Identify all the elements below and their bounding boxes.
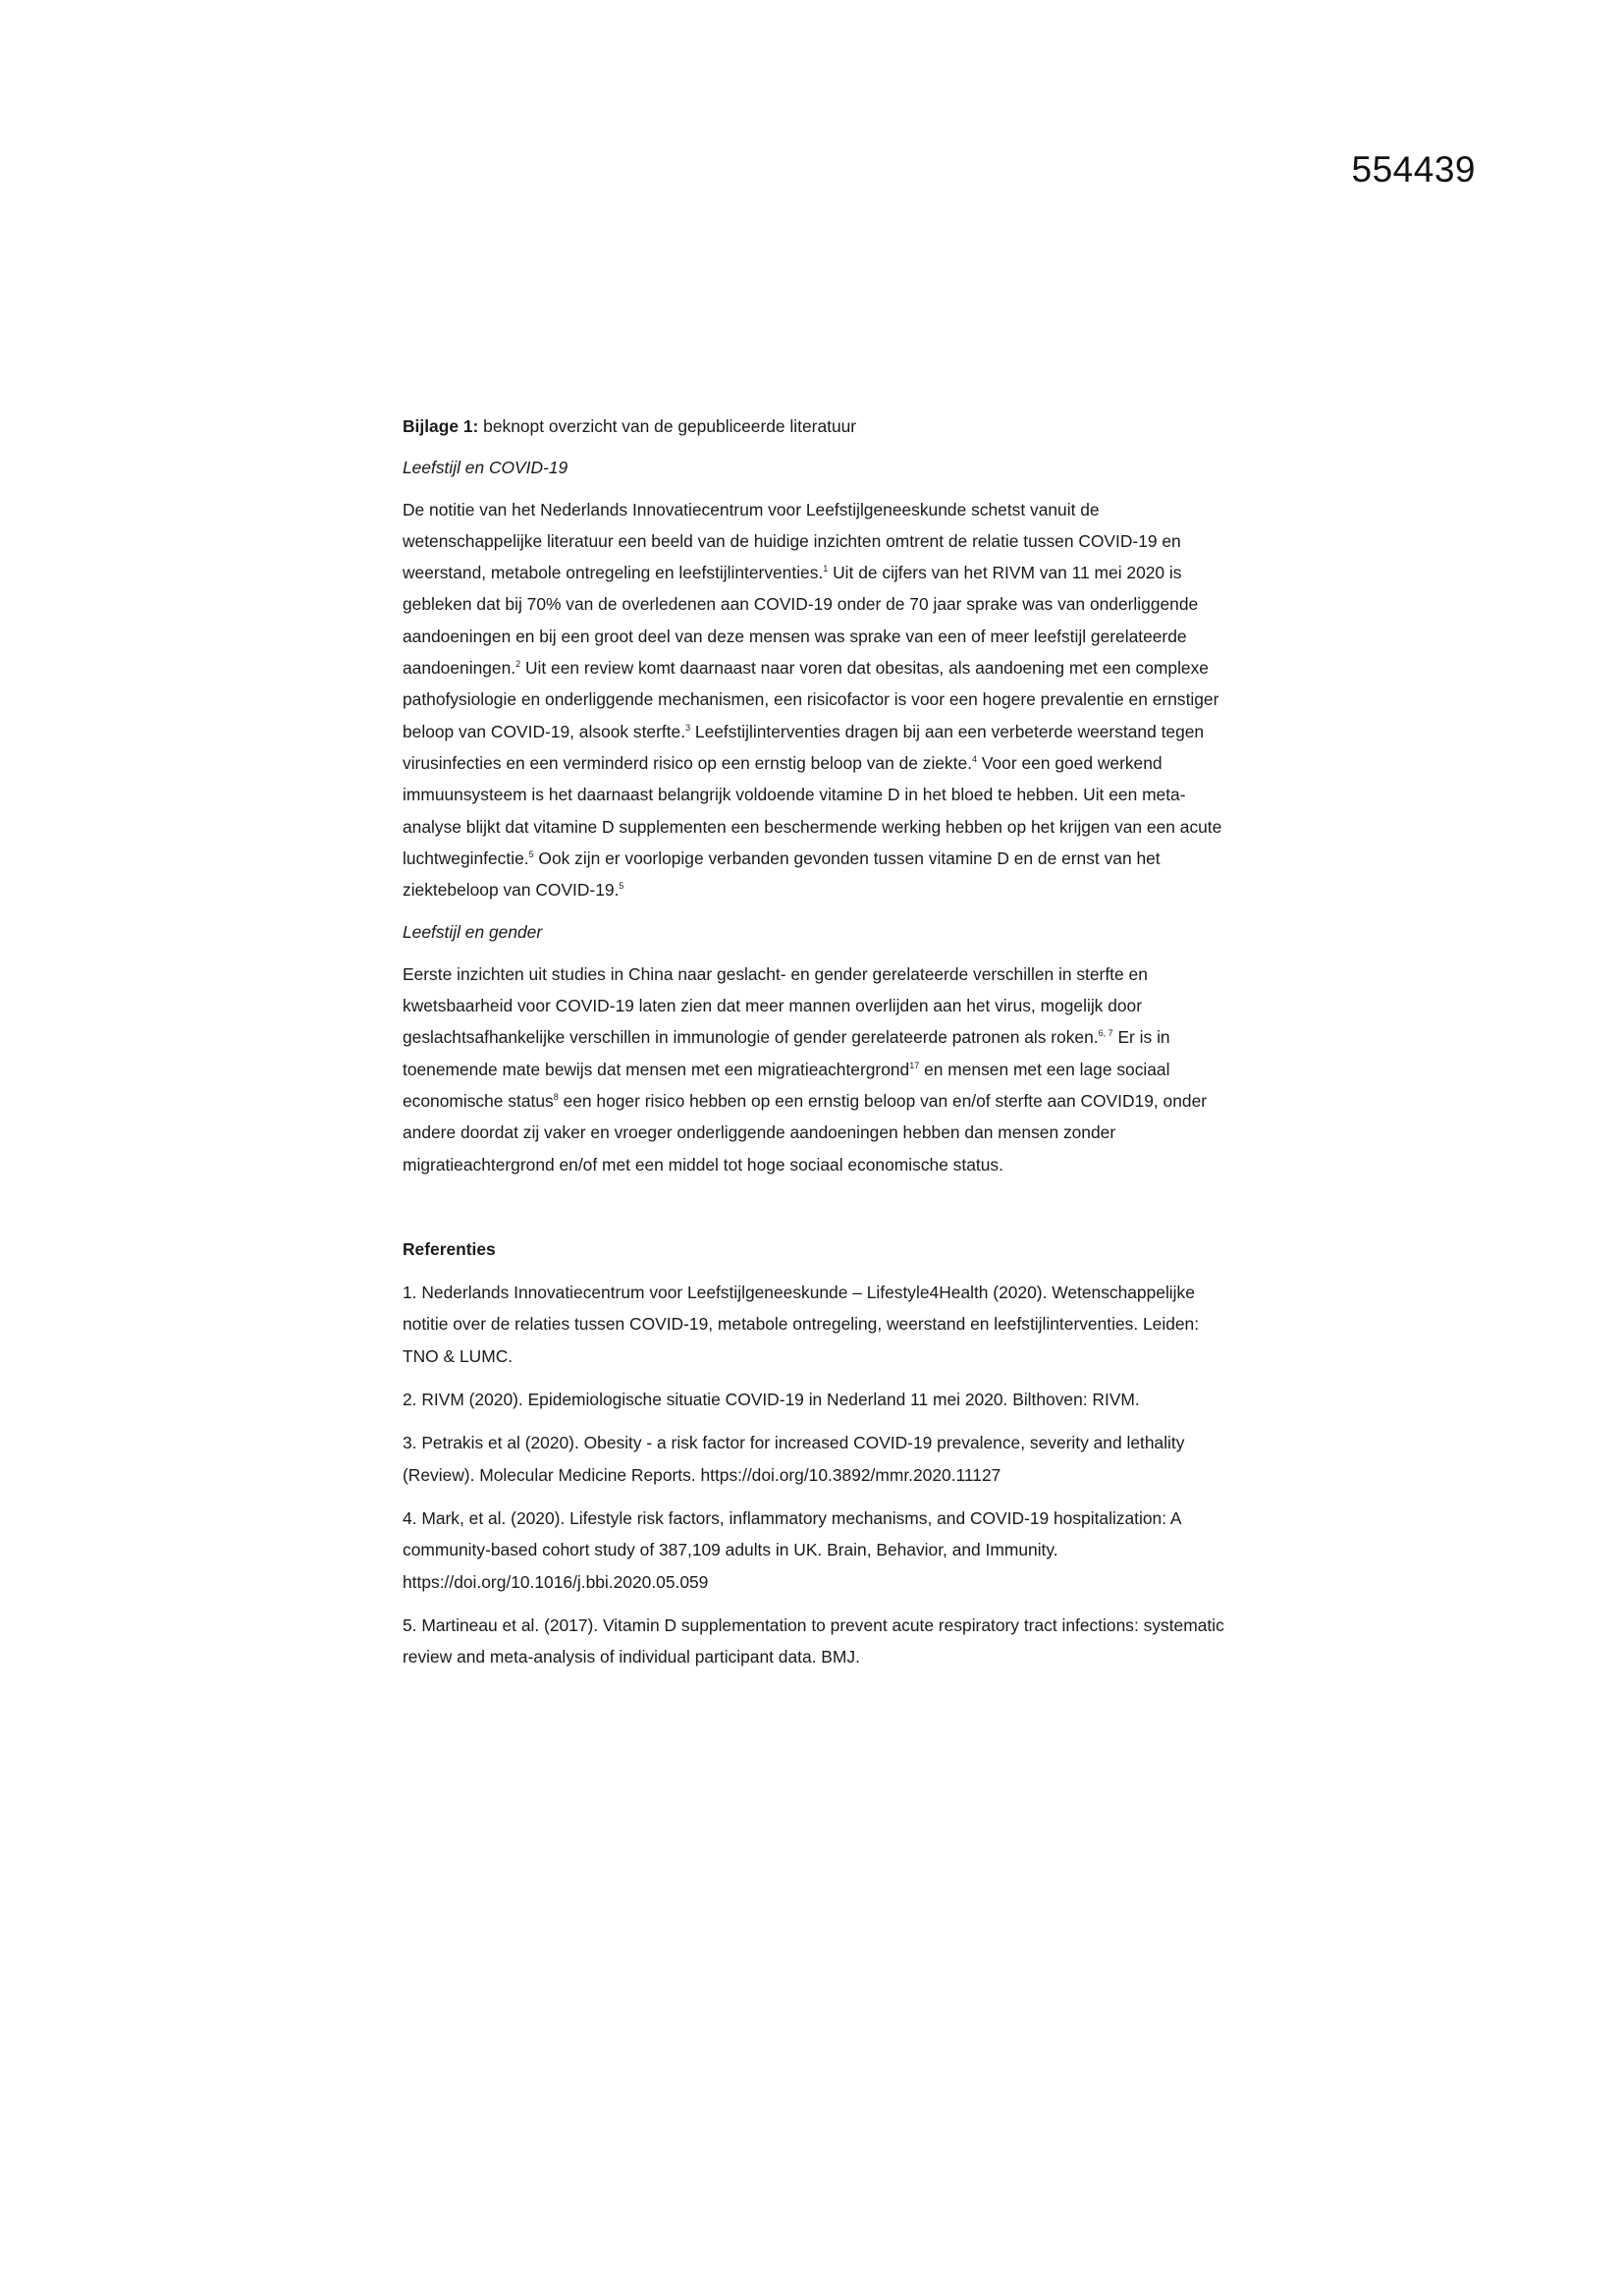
paragraph-text: Uit een review komt daarnaast naar voren dat obesitas, als aandoening met een complexe pathofysiologie en onderliggende mechanismen, een risicofactor is voor een hogere prevalentie en ernstiger beloop van COVID-19, alsook sterfte. (403, 658, 1219, 741)
footnote-marker: 1 (823, 564, 829, 574)
reference-item: 1. Nederlands Innovatiecentrum voor Leefstijlgeneeskunde – Lifestyle4Health (2020). Wetenschappelijke notitie over de relaties tussen COVID-19, metabole ontregeling, weerstand en leefstijlinterventies. Leiden: TNO & LUMC. (403, 1283, 1200, 1366)
paragraph-text: Uit de cijfers van het RIVM van 11 mei 2020 is gebleken dat bij 70% van de overledenen aan COVID-19 onder de 70 jaar sprake was van onderliggende aandoeningen en bij een groot deel van deze mensen was sprake van een of meer leefstijl gerelateerde aandoeningen. (403, 563, 1199, 679)
appendix-label: Bijlage 1: (403, 416, 479, 436)
footnote-marker: 6, 7 (1098, 1028, 1113, 1039)
footnote-marker: 8 (553, 1092, 559, 1103)
paragraph-text: De notitie van het Nederlands Innovatiecentrum voor Leefstijlgeneeskunde schetst vanuit de wetenschappelijke literatuur een beeld van de huidige inzichten omtrent de relatie tussen COVID-19 en weerstand, metabole ontregeling en leefstijlinterventies. (403, 499, 1181, 583)
paragraph-text: Voor een goed werkend immuunsysteem is het daarnaast belangrijk voldoende vitamine D in het bloed te hebben. Uit een meta-analyse blijkt dat vitamine D supplementen een beschermende werking hebben op het krijgen van een acute luchtweginfectie. (403, 752, 1222, 868)
appendix-title (403, 410, 1237, 442)
paragraph-text: en mensen met een lage sociaal economische status (403, 1059, 1170, 1111)
footnote-marker: 2 (515, 659, 521, 670)
section-heading-gender: Leefstijl en gender (403, 922, 543, 943)
footnote-marker: 4 (972, 754, 978, 765)
section-paragraph-gender (403, 958, 1237, 1180)
paragraph-text: een hoger risico hebben op een ernstig beloop van en/of sterfte aan COVID19, onder andere doordat zij vaker en vroeger onderliggende aandoeningen hebben dan mensen zonder migratieachtergrond en/of met een middel tot hoge sociaal economische status. (403, 1090, 1208, 1175)
references-heading: Referenties (403, 1238, 496, 1259)
footnote-marker: 3 (685, 722, 691, 733)
section-paragraph-covid (403, 494, 1237, 906)
paragraph-text: Ook zijn er voorlopige verbanden gevonden tussen vitamine D en de ernst van het ziektebeloop van COVID-19. (403, 847, 1161, 901)
paragraph-text: Eerste inzichten uit studies in China naar geslacht- en gender gerelateerde verschillen in sterfte en kwetsbaarheid voor COVID-19 laten zien dat meer mannen overlijden aan het virus, mogelijk door geslachtsafhankelijke verschillen in immunologie of gender gerelateerde patronen als roken. (403, 963, 1148, 1048)
document-number: 554439 (1351, 149, 1476, 190)
paragraph-text: Leefstijlinterventies dragen bij aan een verbeterde weerstand tegen virusinfecties en een verminderd risico op een ernstig beloop van de ziekte. (403, 721, 1205, 773)
footnote-marker: 17 (909, 1060, 920, 1070)
reference-item: 2. RIVM (2020). Epidemiologische situatie COVID-19 in Nederland 11 mei 2020. Bilthoven: RIVM. (403, 1390, 1140, 1410)
footnote-marker: 5 (528, 849, 534, 860)
document-body (403, 410, 1237, 1684)
footnote-marker: 5 (619, 881, 624, 892)
reference-item: 5. Martineau et al. (2017). Vitamin D supplementation to prevent acute respiratory tract infections: systematic review and meta-analysis of individual participant data. BMJ. (403, 1614, 1224, 1667)
appendix-title-text: beknopt overzicht van de gepubliceerde literatuur (478, 416, 857, 436)
reference-item: 3. Petrakis et al (2020). Obesity - a risk factor for increased COVID-19 prevalence, severity and lethality (Review). Molecular Medicine Reports. https://doi.org/10.3892/mmr.2020.11127 (403, 1433, 1185, 1485)
reference-item: 4. Mark, et al. (2020). Lifestyle risk factors, inflammatory mechanisms, and COVID-19 hospitalization: A community-based cohort study of 387,109 adults in UK. Brain, Behavior, and Immunity. https://doi.org/10.1016/j.bbi.2020.05.059 (403, 1507, 1181, 1592)
section-heading-covid: Leefstijl en COVID-19 (403, 458, 568, 478)
paragraph-text: Er is in toenemende mate bewijs dat mensen met een migratieachtergrond (403, 1027, 1170, 1079)
